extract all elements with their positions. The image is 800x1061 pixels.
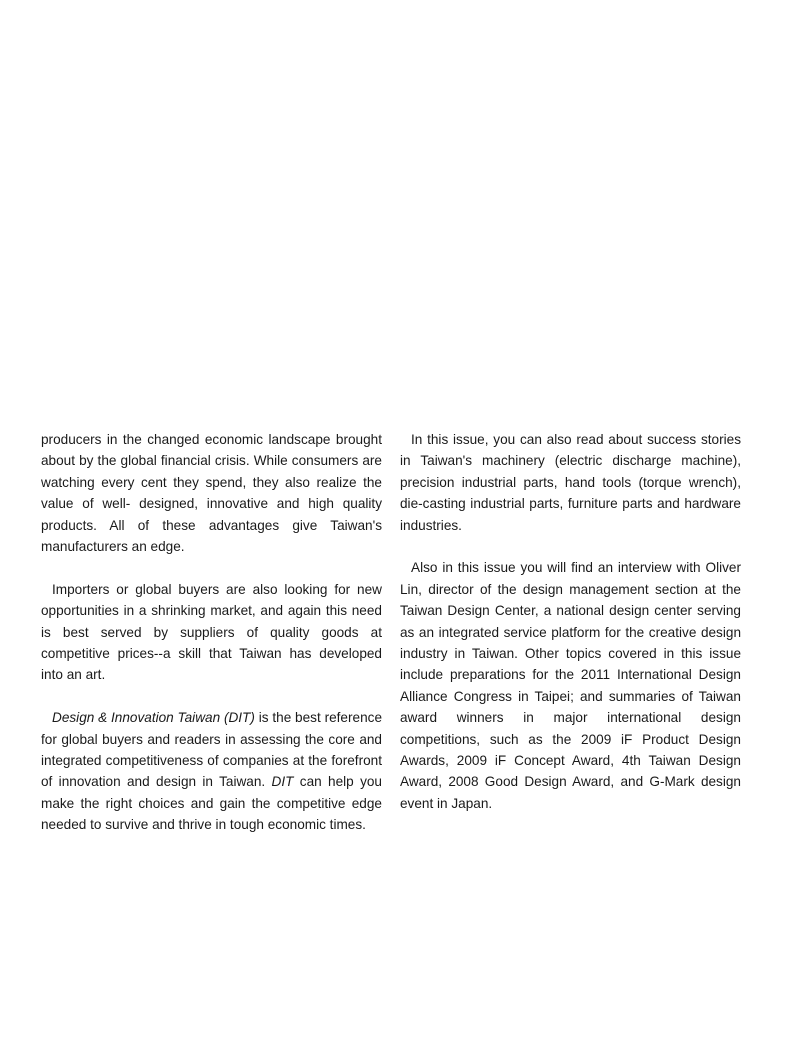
left-column [41, 429, 382, 836]
left-paragraph-1: producers in the changed economic landscape brought about by the global financial crisis. While consumers are watching every cent they spend, they also realize the value of well- designed, innovative and high quality products. All of these advantages give Taiwan's manufacturers an edge. [41, 432, 382, 555]
right-paragraph-1: In this issue, you can also read about success stories in Taiwan's machinery (electric discharge machine), precision industrial parts, hand tools (torque wrench), die-casting industrial parts, furniture parts and hardware industries. [400, 432, 741, 533]
right-paragraph-2: Also in this issue you will find an interview with Oliver Lin, director of the design management section at the Taiwan Design Center, a national design center serving as an integrated service platform for the creative design industry in Taiwan. Other topics covered in this issue include preparations for the 2011 International Design Alliance Congress in Taipei; and summaries of Taiwan award winners in major international design competitions, such as the 2009 iF Product Design Awards, 2009 iF Concept Award, 4th Taiwan Design Award, 2008 Good Design Award, and G-Mark design event in Japan. [400, 560, 741, 811]
publication-abbreviation: DIT [271, 774, 294, 790]
right-column [400, 429, 741, 814]
left-paragraph-2: Importers or global buyers are also looking for new opportunities in a shrinking market, and again this need is best served by suppliers of quality goods at competitive prices--a skill that Taiwan has developed into an art. [41, 581, 382, 683]
left-paragraph-3-text-b: can help you make the right choices and gain the competitive edge needed to survive and thrive in tough economic times. [41, 774, 382, 833]
publication-title: Design & Innovation Taiwan (DIT) [52, 710, 255, 726]
left-paragraph-3 [41, 707, 382, 835]
left-paragraph-3-text-a: is the best reference for global buyers and readers in assessing the core and integrated competitiveness of companies at the forefront of innovation and design in Taiwan. [41, 710, 382, 790]
